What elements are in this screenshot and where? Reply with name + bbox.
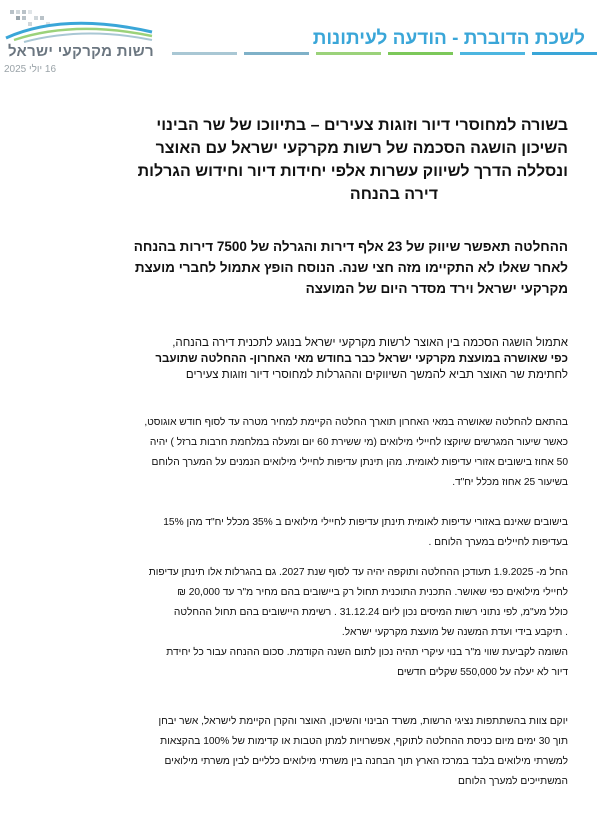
body-line: כאשר שיעור המגרשים שיוקצו לחיילי מילואים (מי ששירת 60 יום ומעלה במלחמת חרבות ברזל ) יהיה (149, 437, 568, 448)
body-line: דיור לא יעלה על 550,000 שקלים חדשים (397, 667, 568, 678)
body-line: החל מ- 1.9.2025 תעודכן ההחלטה ותוקפה יהיה עד לסוף שנת 2027. גם בהגרלות אלו תינתן עדיפות (148, 567, 568, 578)
header-color-bar (172, 52, 597, 55)
header-bar-segment (244, 52, 309, 55)
body-line: 50 אחוז בישובים אזורי עדיפות לאומית. מהן תינתן עדיפות לחיילי מילואים הנמנים על המערך הלוחם (151, 457, 568, 468)
body-line: . תיקבע בידי ועדת המשנה של מועצת מקרקעי ישראל. (341, 627, 568, 638)
body-line: לחיילי מילואים כפי שאושר. התכנית התוכנית תחול רק ביישובים בהם מחיר מ"ר עד 20,000 ₪ (177, 587, 568, 598)
headline-line: השיכון הושגה הסכמה של רשות מקרקעי ישראל עם האוצר (155, 140, 568, 157)
intro-paragraph (70, 335, 568, 383)
body-line: יוקם צוות בהשתתפות נציגי הרשות, משרד הבינוי והשיכון, האוצר והקרן הקיימת לישראל, אשר יבחן (158, 716, 568, 727)
body-line: בעדיפות לחיילים במערך הלוחם . (428, 537, 568, 548)
body-line: תוך 30 ימים מיום כניסת ההחלטה לתוקף, אפשרויות למתן הטבות או קדימות של 100% בהקצאות (160, 736, 568, 747)
intro-line: לחתימת שר האוצר תביא להמשך השיווקים וההגרלות למחוסרי דיור וזוגות צעירים (185, 369, 568, 381)
body-paragraph (50, 513, 568, 553)
body-line: בשיעור 25 אחוז מכלל יח"ד. (452, 477, 568, 488)
body-paragraph (50, 563, 568, 683)
subheadline (70, 236, 568, 299)
headline (70, 114, 568, 206)
intro-line: אתמול הושגה הסכמה בין האוצר לרשות מקרקעי ישראל בנוגע לתכנית דירה בהנחה, (172, 337, 568, 349)
body-line: המשתייכים למערך הלוחם (458, 776, 568, 787)
body-line: השומה לקביעת שווי מ"ר בנוי עיקרי תהיה נכון לתום השנה הקודמת. סכום ההנחה עבור כל יחידת (166, 647, 568, 658)
header-bar-segment (388, 52, 453, 55)
body-line: בהתאם להחלטה שאושרה במאי האחרון תוארך החלטה הקיימת למחיר מטרה עד לסוף חודש אוגוסט, (144, 417, 568, 428)
logo-graphic-icon (4, 6, 154, 46)
body-line: בישובים שאינם באזורי עדיפות לאומית תינתן עדיפות לחיילי מילואים ב 35% מכלל יח"ד מהן 15% (163, 517, 568, 528)
logo-text: רשות מקרקעי ישראל (7, 43, 154, 60)
release-date: 16 יולי 2025 (4, 64, 57, 75)
header-bar-segment (532, 52, 597, 55)
headline-line: בשורה למחוסרי דיור וזוגות צעירים – בתיווכו של שר הבינוי (156, 117, 568, 134)
intro-line: כפי שאושרה במועצת מקרקעי ישראל כבר בחודש מאי האחרון- ההחלטה שתועבר (155, 353, 568, 365)
body-line: כולל מע"מ, לפי נתוני רשות המיסים נכון ליום 31.12.24 . רשימת היישובים בהם תחול ההחלטה (173, 607, 568, 618)
header-title: לשכת הדוברת - הודעה לעיתונות (312, 28, 585, 49)
body-paragraph (50, 712, 568, 792)
body-line: למשרתי מילואים בלבד במרכז הארץ תוך הבחנה בין משרתי מילואים כלליים לבין משרתי מילואים (164, 756, 568, 767)
headline-line: דירה בהנחה (349, 186, 438, 203)
organization-logo (4, 6, 154, 66)
subheadline-line: ההחלטה תאפשר שיווק של 23 אלף דירות והגרלה של 7500 דירות בהנחה (133, 239, 568, 254)
subheadline-line: מקרקעי ישראל וירד מסדר היום של המועצה (305, 281, 568, 296)
header-bar-segment (316, 52, 381, 55)
header-bar-segment (460, 52, 525, 55)
header-bar-segment (172, 52, 237, 55)
body-paragraph (50, 413, 568, 493)
headline-line: ונסללה הדרך לשיווק עשרות אלפי יחידות דיור וחידוש הגרלות (137, 163, 568, 180)
subheadline-line: לאחר שאלו לא התקיימו מזה חצי שנה. הנוסח הופץ אתמול לחברי מועצת (134, 260, 568, 275)
